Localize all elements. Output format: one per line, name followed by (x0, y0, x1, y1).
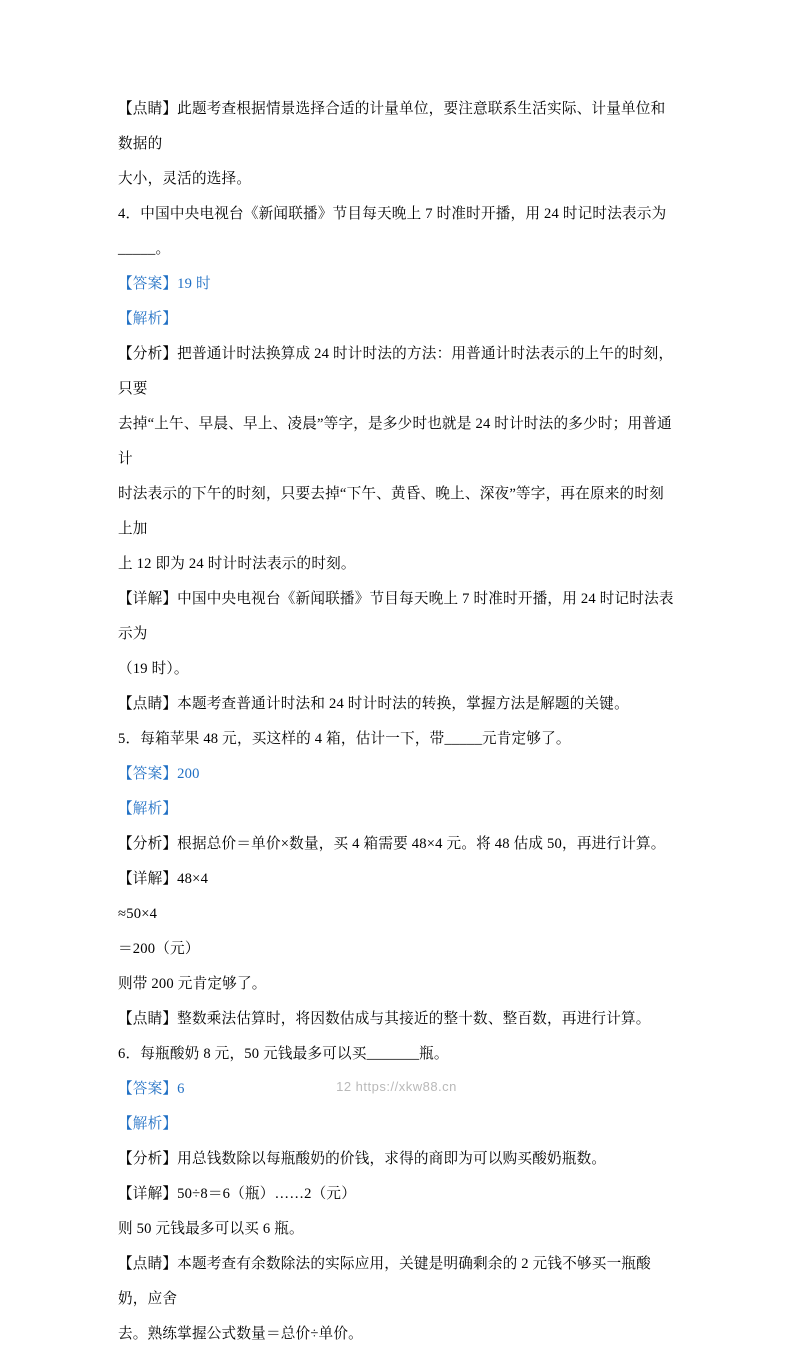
document-line: 【答案】6 (118, 1081, 185, 1097)
document-line: 时法表示的下午的时刻，只要去掉“下午、黄昏、晚上、深夜”等字，再在原来的时刻上加 (118, 486, 664, 537)
document-line: 4．中国中央电视台《新闻联播》节目每天晚上 7 时准时开播，用 24 时记时法表示为_____。 (118, 206, 667, 257)
document-line: 【答案】200 (118, 766, 200, 782)
document-line: ＝200（元） (118, 941, 200, 957)
document-line: （19 时）。 (118, 661, 189, 677)
document-line: 【解析】 (118, 311, 178, 327)
document-line: 【点睛】此题考查根据情景选择合适的计量单位，要注意联系生活实际、计量单位和数据的 (118, 101, 666, 152)
document-line: 则 50 元钱最多可以买 6 瓶。 (118, 1221, 304, 1237)
document-line: 【详解】中国中央电视台《新闻联播》节目每天晚上 7 时准时开播，用 24 时记时法表示为 (118, 591, 674, 642)
page-footer: 12 https://xkw88.cn (336, 1079, 457, 1094)
document-line: 【分析】根据总价＝单价×数量，买 4 箱需要 48×4 元。将 48 估成 50，再进行计算。 (118, 836, 666, 852)
document-line: 【点睛】整数乘法估算时，将因数估成与其接近的整十数、整百数，再进行计算。 (118, 1011, 651, 1027)
document-body (118, 92, 675, 1352)
document-line: 6．每瓶酸奶 8 元，50 元钱最多可以买_______瓶。 (118, 1046, 449, 1062)
document-line: 【解析】 (118, 1116, 178, 1132)
document-line: 【详解】48×4 (118, 871, 209, 887)
document-line: 【分析】把普通计时法换算成 24 时计时法的方法：用普通计时法表示的上午的时刻，只要 (118, 346, 674, 397)
document-line: 去。熟练掌握公式数量＝总价÷单价。 (118, 1326, 363, 1342)
document-line: 5．每箱苹果 48 元，买这样的 4 箱，估计一下，带_____元肯定够了。 (118, 731, 571, 747)
document-line: 上 12 即为 24 时计时法表示的时刻。 (118, 556, 356, 572)
document-line: 【点睛】本题考查普通计时法和 24 时计时法的转换，掌握方法是解题的关键。 (118, 696, 629, 712)
document-line: 【解析】 (118, 801, 178, 817)
document-line: 【详解】50÷8＝6（瓶）……2（元） (118, 1186, 357, 1202)
document-line: ≈50×4 (118, 906, 158, 922)
document-line: 则带 200 元肯定够了。 (118, 976, 267, 992)
document-line: 【分析】用总钱数除以每瓶酸奶的价钱，求得的商即为可以购买酸奶瓶数。 (118, 1151, 607, 1167)
document-line: 大小，灵活的选择。 (118, 171, 252, 187)
document-line: 【答案】19 时 (118, 276, 211, 292)
document-line: 【点睛】本题考查有余数除法的实际应用，关键是明确剩余的 2 元钱不够买一瓶酸奶，应舍 (118, 1256, 651, 1307)
document-line: 去掉“上午、早晨、早上、凌晨”等字，是多少时也就是 24 时计时法的多少时；用普通计 (118, 416, 672, 467)
